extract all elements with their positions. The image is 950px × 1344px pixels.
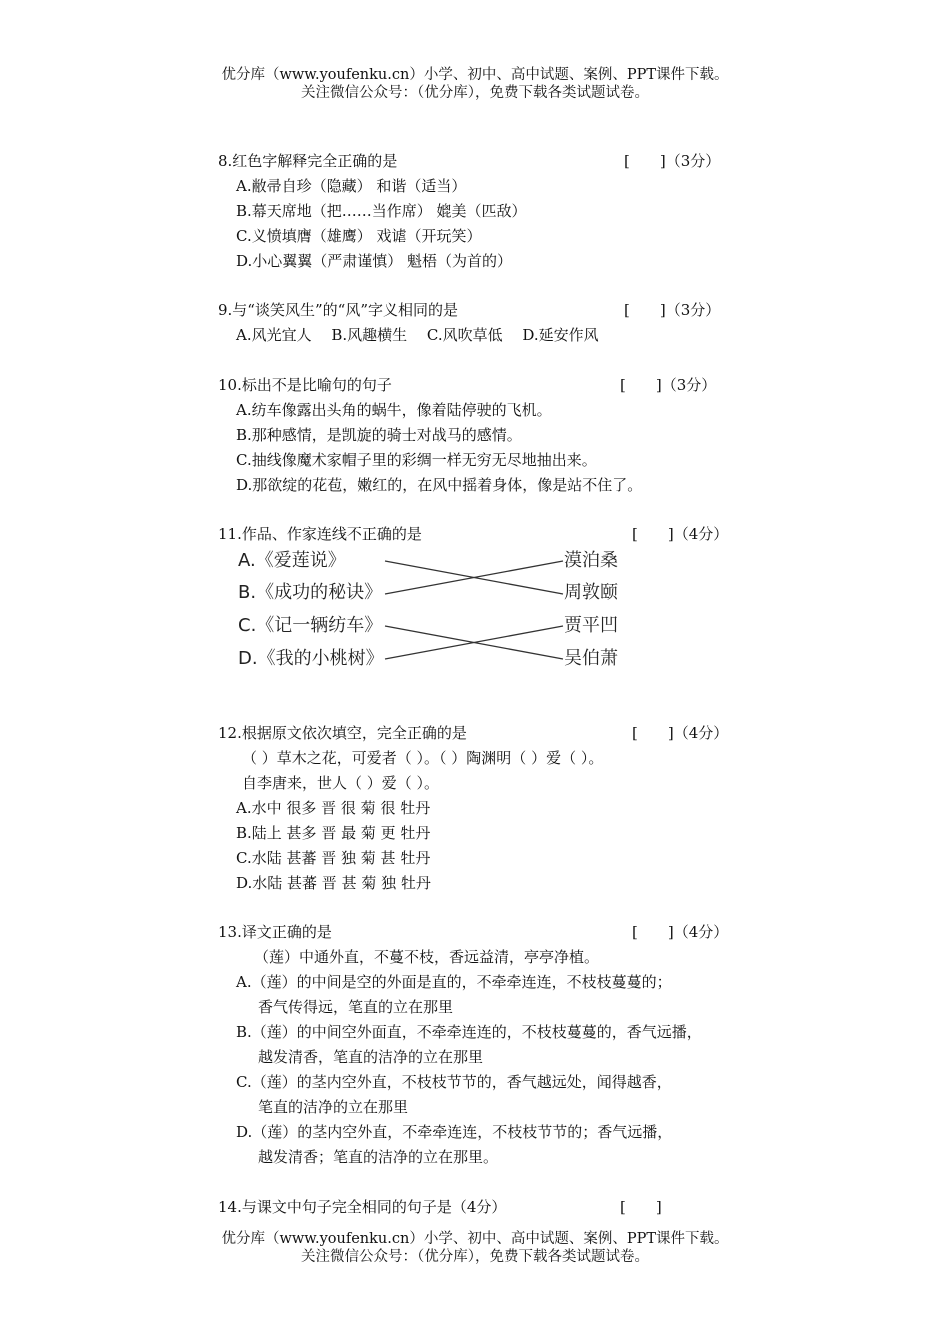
q12-text-1: （ ）草木之花，可爱者（ ）。（ ）陶渊明（ ）爱（ ）。 (242, 749, 604, 767)
q9-stem: 9.与“谈笑风生”的“风”字义相同的是 (218, 301, 458, 319)
header-line-2: 关注微信公众号：（优分库），免费下载各类试题试卷。 (301, 85, 649, 101)
q9-options: A.风光宜人 B.风趣横生 C.风吹草低 D.延安作风 (236, 326, 599, 344)
q13-option-a-line2: 香气传得远，笔直的立在那里 (258, 998, 454, 1016)
q11-work-c: C.《记一辆纺车》 (238, 615, 383, 636)
q12-option-a: A.水中 很多 晋 很 菊 很 牡丹 (236, 799, 431, 817)
q11-line-d (385, 626, 563, 659)
q8-option-c: C.义愤填膺（雄鹰） 戏谑（开玩笑） (236, 227, 482, 245)
q8-answer-mark: [ ]（3分） (624, 152, 721, 170)
q10-option-d: D.那欲绽的花苞，嫩红的，在风中摇着身体，像是站不住了。 (236, 476, 643, 494)
q12-option-d: D.水陆 甚蕃 晋 甚 菊 独 牡丹 (236, 874, 431, 892)
q11-author-3: 贾平凹 (564, 615, 618, 636)
q11-answer-mark: [ ]（4分） (632, 525, 729, 543)
q13-option-d-line1: D.（莲）的茎内空外直，不牵牵连连，不枝枝节节的；香气远播， (236, 1123, 673, 1141)
q8-option-b: B.幕天席地（把……当作席） 媲美（匹敌） (236, 202, 527, 220)
q11-line-b (385, 561, 563, 594)
q14-stem: 14.与课文中句子完全相同的句子是（4分） (218, 1198, 507, 1216)
q13-option-c-line1: C.（莲）的茎内空外直，不枝枝节节的，香气越远处，闻得越香， (236, 1073, 672, 1091)
q11-line-c (385, 626, 563, 659)
q10-option-a: A.纺车像露出头角的蜗牛，像着陆停驶的飞机。 (236, 401, 552, 419)
q11-work-d: D.《我的小桃树》 (238, 648, 384, 669)
q11-work-b: B.《成功的秘诀》 (238, 582, 383, 603)
q12-option-c: C.水陆 甚蕃 晋 独 菊 甚 牡丹 (236, 849, 431, 867)
q8-stem: 8.红色字解释完全正确的是 (218, 152, 398, 170)
q13-answer-mark: [ ]（4分） (632, 923, 729, 941)
q11-author-4: 吴伯萧 (564, 648, 618, 669)
q10-option-b: B.那种感情，是凯旋的骑士对战马的感情。 (236, 426, 522, 444)
page-footer (0, 1230, 950, 1266)
page-header (0, 66, 950, 102)
q10-answer-mark: [ ]（3分） (620, 376, 717, 394)
q12-stem: 12.根据原文依次填空，完全正确的是 (218, 724, 467, 742)
q10-option-c: C.抽线像魔术家帽子里的彩绸一样无穷无尽地抽出来。 (236, 451, 597, 469)
q13-option-b-line2: 越发清香，笔直的洁净的立在那里 (258, 1048, 484, 1066)
q12-text-2: 自李唐来，世人（ ）爱（ ）。 (242, 774, 440, 792)
q13-option-c-line2: 笔直的洁净的立在那里 (258, 1098, 409, 1116)
q13-option-a-line1: A.（莲）的中间是空的外面是直的，不牵牵连连，不枝枝蔓蔓的； (236, 973, 672, 991)
q8-option-a: A.敝帚自珍（隐藏） 和谐（适当） (236, 177, 467, 195)
q11-line-a (385, 561, 563, 594)
footer-line-1: 优分库（www.youfenku.cn）小学、初中、高中试题、案例、PPT课件下载。 (221, 1231, 729, 1247)
q12-option-b: B.陆上 甚多 晋 最 菊 更 牡丹 (236, 824, 431, 842)
q9-answer-mark: [ ]（3分） (624, 301, 721, 319)
q13-option-d-line2: 越发清香；笔直的洁净的立在那里。 (258, 1148, 499, 1166)
q8-option-d: D.小心翼翼（严肃谨慎） 魁梧（为首的） (236, 252, 513, 270)
q11-author-1: 漠泊桑 (564, 550, 618, 571)
q13-stem: 13.译文正确的是 (218, 923, 332, 941)
header-line-1: 优分库（www.youfenku.cn）小学、初中、高中试题、案例、PPT课件下载。 (221, 67, 729, 83)
q13-quote: （莲）中通外直，不蔓不枝，香远益清，亭亭净植。 (254, 948, 600, 966)
q12-answer-mark: [ ]（4分） (632, 724, 729, 742)
q14-answer-mark: [ ] (620, 1198, 662, 1216)
q10-stem: 10.标出不是比喻句的句子 (218, 376, 392, 394)
q13-option-b-line1: B.（莲）的中间空外面直，不牵牵连连的，不枝枝蔓蔓的，香气远播， (236, 1023, 702, 1041)
q11-stem: 11.作品、作家连线不正确的是 (218, 525, 422, 543)
q11-author-2: 周敦颐 (564, 582, 618, 603)
footer-line-2: 关注微信公众号：（优分库），免费下载各类试题试卷。 (301, 1249, 649, 1265)
q11-work-a: A.《爱莲说》 (238, 550, 346, 571)
